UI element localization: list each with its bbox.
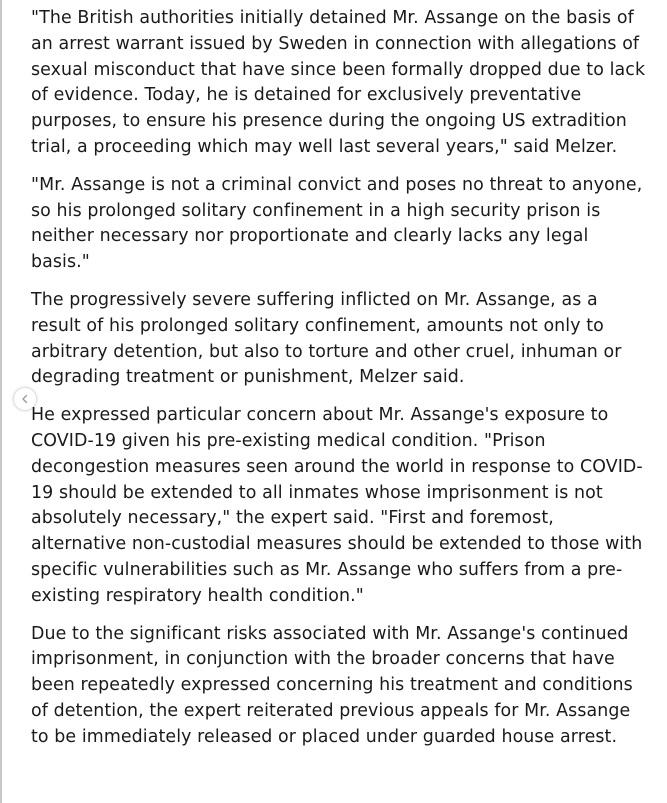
paragraph-3: The progressively severe suffering inflicted on Mr. Assange, as a result of his prolonged solitary confinement, amounts not only to arbitrary detention, but also to torture and other cruel, inhuman or degrading treatment or punishment, Melzer said. xyxy=(31,289,622,388)
chevron-left-icon xyxy=(20,394,30,404)
page-edge-divider xyxy=(0,0,2,803)
paragraph-2: "Mr. Assange is not a criminal convict and poses no threat to anyone, so his prolonged solitary confinement in a high security prison is neither necessary nor proportionate and clearly lacks any legal basis." xyxy=(31,174,643,273)
paragraph-4: He expressed particular concern about Mr. Assange's exposure to COVID-19 given his pre-existing medical condition. "Prison decongestion measures seen around the world in response to COVID-19 should be extended to all inmates whose imprisonment is not absolutely necessary," the expert said. "First and foremost, alternative non-custodial measures should be extended to those with specific vulnerabilities such as Mr. Assange who suffers from a pre-existing respiratory health condition." xyxy=(31,405,643,606)
article-body xyxy=(31,6,651,763)
paragraph-1: "The British authorities initially detained Mr. Assange on the basis of an arrest warrant issued by Sweden in connection with allegations of sexual misconduct that have since been formally dropped due to lack of evidence. Today, he is detained for exclusively preventative purposes, to ensure his presence during the ongoing US extradition trial, a proceeding which may well last several years," said Melzer. xyxy=(31,8,646,157)
paragraph-5: Due to the significant risks associated with Mr. Assange's continued imprisonment, in conjunction with the broader concerns that have been repeatedly expressed concerning his treatment and conditions of detention, the expert reiterated previous appeals for Mr. Assange to be immediately released or placed under guarded house arrest. xyxy=(31,623,633,747)
previous-page-button[interactable] xyxy=(14,388,36,410)
